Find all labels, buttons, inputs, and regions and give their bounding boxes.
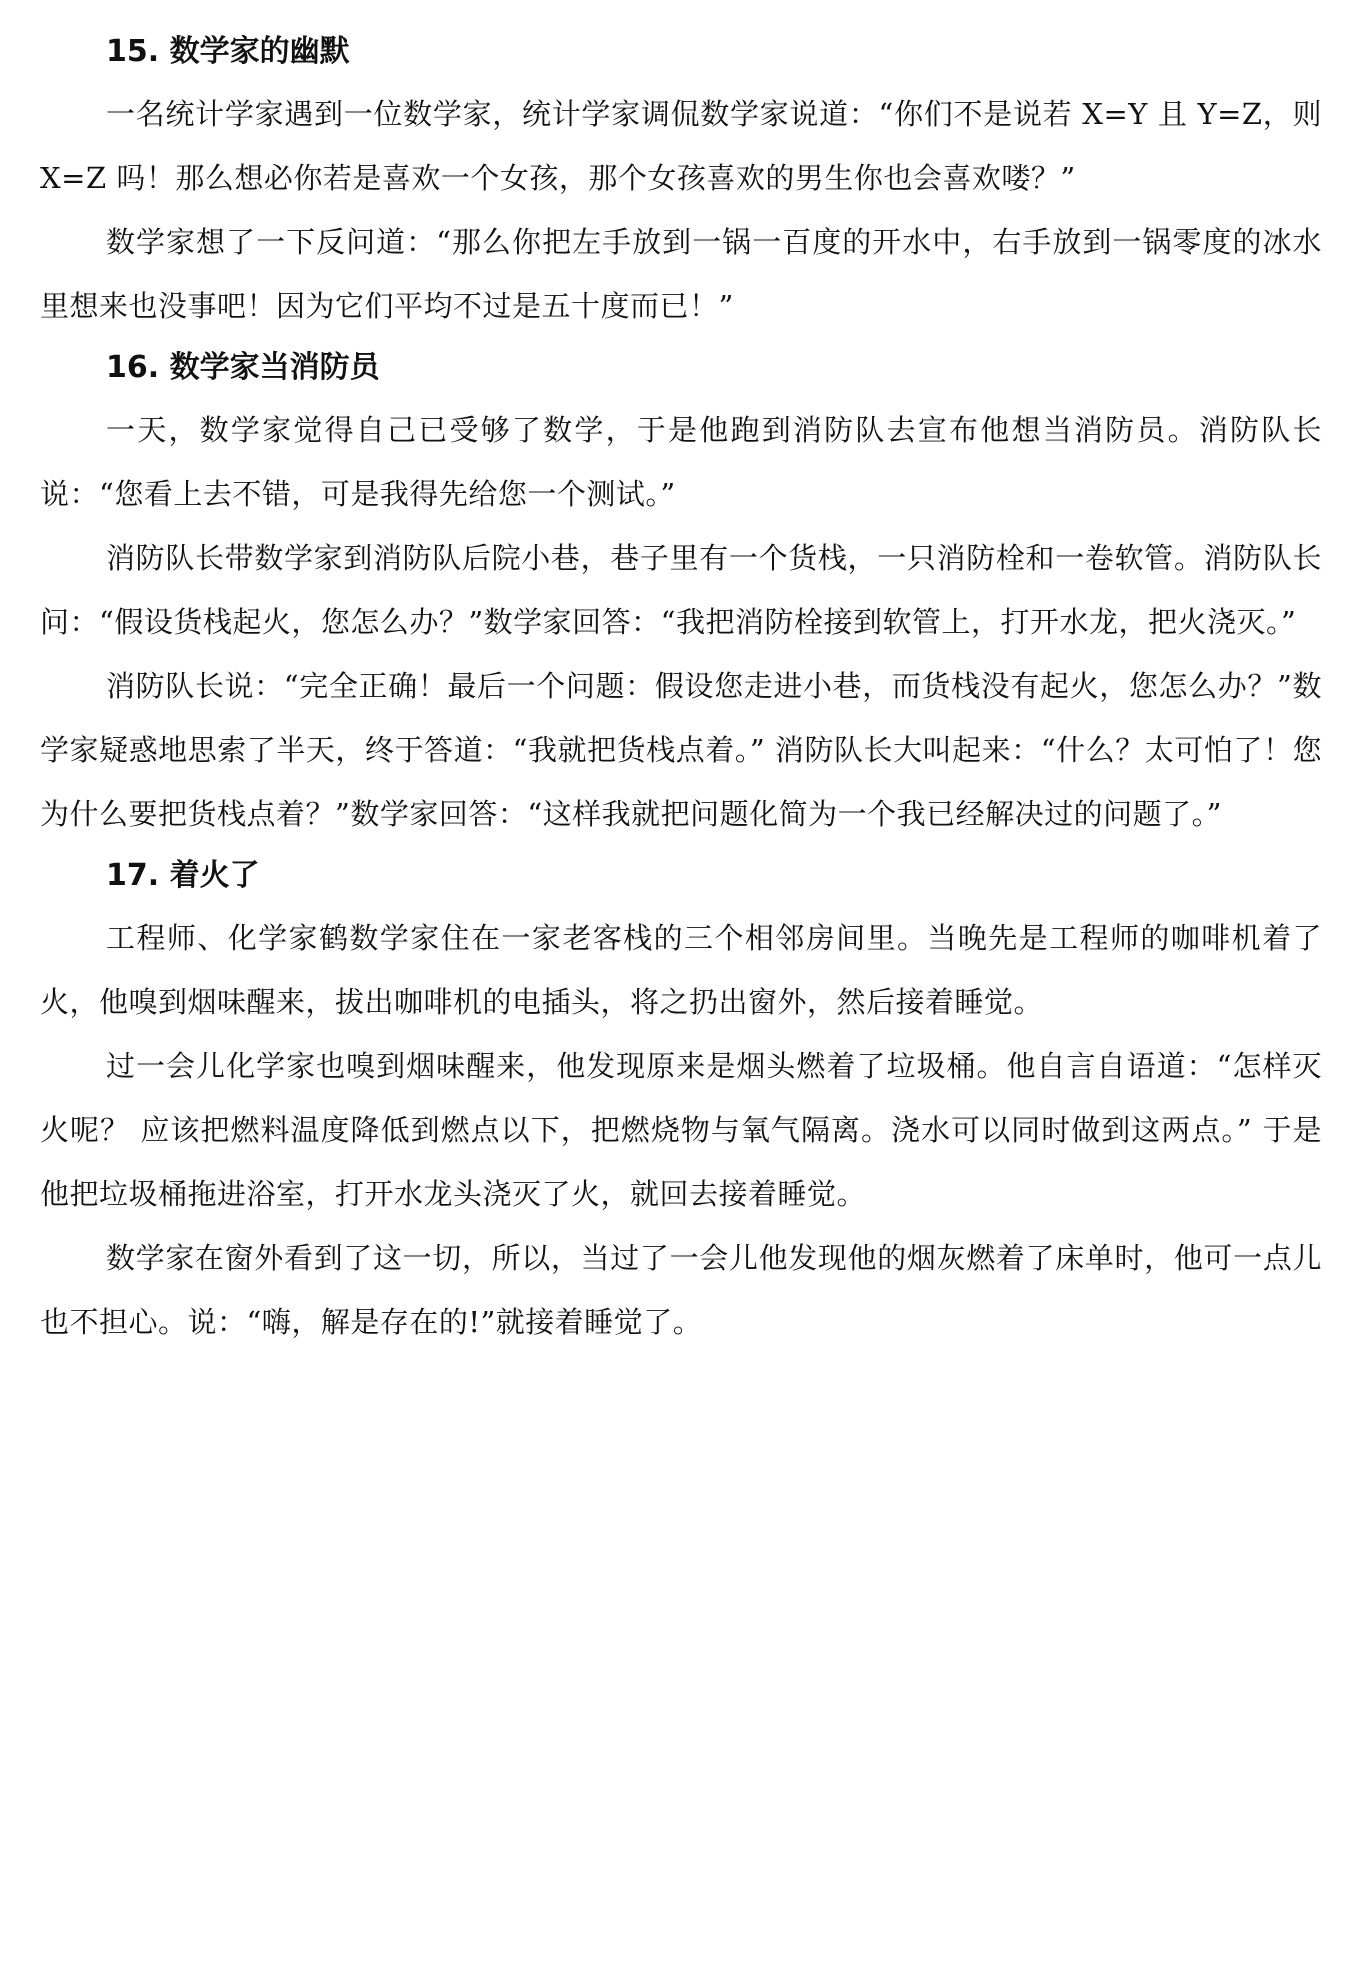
section-17 (40, 846, 1322, 1354)
paragraph: 数学家在窗外看到了这一切，所以，当过了一会儿他发现他的烟灰燃着了床单时，他可一点儿也不担心。说：“嗨，解是存在的!”就接着睡觉了。 (40, 1241, 1322, 1339)
paragraph: 工程师、化学家鹤数学家住在一家老客栈的三个相邻房间里。当晚先是工程师的咖啡机着了火，他嗅到烟味醒来，拔出咖啡机的电插头，将之扔出窗外，然后接着睡觉。 (40, 921, 1322, 1019)
document-body (40, 22, 1322, 1354)
paragraph: 消防队长说：“完全正确！最后一个问题：假设您走进小巷，而货栈没有起火，您怎么办？”数学家疑惑地思索了半天，终于答道：“我就把货栈点着。” 消防队长大叫起来：“什么？太可怕了！您为什么要把货栈点着？”数学家回答：“这样我就把问题化简为一个我已经解决过的问题了。” (40, 669, 1322, 831)
section-heading: 17. 着火了 (106, 858, 260, 893)
paragraph: 一天，数学家觉得自己已受够了数学，于是他跑到消防队去宣布他想当消防员。消防队长说：“您看上去不错，可是我得先给您一个测试。” (40, 413, 1322, 511)
paragraph: 过一会儿化学家也嗅到烟味醒来，他发现原来是烟头燃着了垃圾桶。他自言自语道：“怎样灭火呢？ 应该把燃料温度降低到燃点以下，把燃烧物与氧气隔离。浇水可以同时做到这两点。” 于是他把垃圾桶拖进浴室，打开水龙头浇灭了火，就回去接着睡觉。 (40, 1049, 1322, 1211)
section-16 (40, 338, 1322, 846)
section-15 (40, 22, 1322, 338)
section-heading: 15. 数学家的幽默 (106, 34, 350, 69)
section-heading: 16. 数学家当消防员 (106, 350, 380, 385)
paragraph: 数学家想了一下反问道：“那么你把左手放到一锅一百度的开水中，右手放到一锅零度的冰水里想来也没事吧！因为它们平均不过是五十度而已！” (40, 225, 1322, 323)
paragraph: 一名统计学家遇到一位数学家，统计学家调侃数学家说道：“你们不是说若 X=Y 且 Y=Z，则 X=Z 吗！那么想必你若是喜欢一个女孩，那个女孩喜欢的男生你也会喜欢喽？” (40, 97, 1322, 195)
paragraph: 消防队长带数学家到消防队后院小巷，巷子里有一个货栈，一只消防栓和一卷软管。消防队长问：“假设货栈起火，您怎么办？”数学家回答：“我把消防栓接到软管上，打开水龙，把火浇灭。” (40, 541, 1322, 639)
